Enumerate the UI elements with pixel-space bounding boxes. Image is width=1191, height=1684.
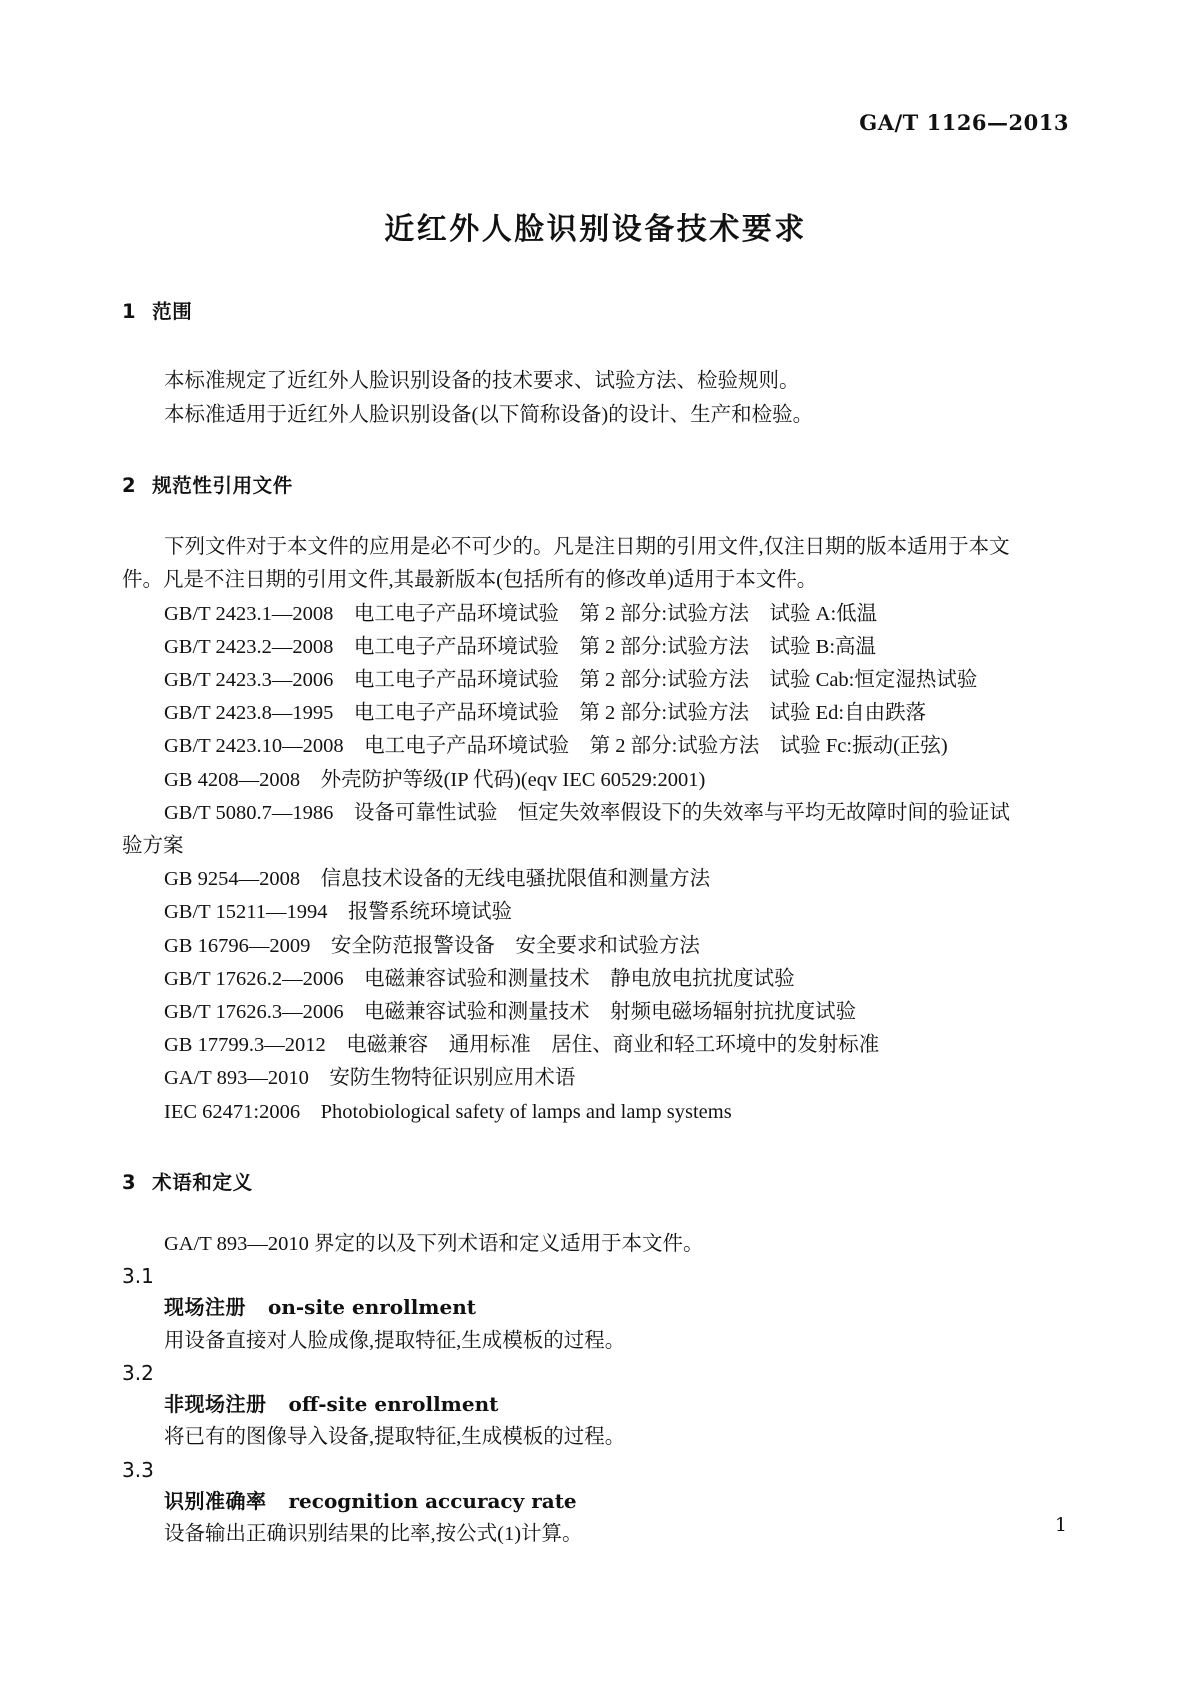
term-number: 3.1	[122, 1264, 154, 1289]
reference-item: GB/T 2423.8—1995 电工电子产品环境试验 第 2 部分:试验方法 试验 Ed:自由跌落	[164, 702, 927, 725]
spacer	[122, 323, 1070, 365]
terms-intro: GA/T 893—2010 界定的以及下列术语和定义适用于本文件。	[164, 1233, 704, 1256]
reference-item: GB/T 17626.2—2006 电磁兼容试验和测量技术 静电放电抗扰度试验	[164, 967, 795, 990]
term-definition: 将已有的图像导入设备,提取特征,生成模板的过程。	[164, 1426, 626, 1449]
term-name-en: off-site enrollment	[288, 1392, 499, 1417]
reference-item: GB/T 2423.2—2008 电工电子产品环境试验 第 2 部分:试验方法 试验 B:高温	[164, 635, 877, 658]
reference-item: GB 9254—2008 信息技术设备的无线电骚扰限值和测量方法	[164, 868, 711, 891]
clause-2-number: 2	[122, 473, 137, 497]
reference-item: GB/T 15211—1994 报警系统环境试验	[164, 901, 512, 924]
document-title: 近红外人脸识别设备技术要求	[384, 212, 807, 247]
spacer	[122, 1194, 1070, 1228]
normative-intro-line-1: 下列文件对于本文件的应用是必不可少的。凡是注日期的引用文件,仅注日期的版本适用于本文	[164, 536, 1010, 559]
clause-1-number: 1	[122, 300, 137, 323]
document-body	[122, 300, 1070, 1551]
reference-item: GB/T 2423.10—2008 电工电子产品环境试验 第 2 部分:试验方法 试验 Fc:振动(正弦)	[164, 735, 948, 758]
reference-item: GB/T 2423.3—2006 电工电子产品环境试验 第 2 部分:试验方法 试验 Cab:恒定湿热试验	[164, 669, 978, 691]
term-name-en: recognition accuracy rate	[288, 1488, 577, 1513]
reference-item: GB/T 2423.1—2008 电工电子产品环境试验 第 2 部分:试验方法 试验 A:低温	[164, 602, 878, 625]
clause-3-title: 术语和定义	[152, 1170, 253, 1194]
term-number: 3.2	[122, 1361, 154, 1386]
reference-item: GB 4208—2008 外壳防护等级(IP 代码)(eqv IEC 60529:2001)	[164, 768, 706, 791]
clause-1-title: 范围	[152, 300, 193, 323]
page-number: 1	[1054, 1514, 1067, 1536]
scope-paragraph-1: 本标准规定了近红外人脸识别设备的技术要求、试验方法、检验规则。	[164, 370, 800, 393]
scope-paragraph-2: 本标准适用于近红外人脸识别设备(以下简称设备)的设计、生产和检验。	[164, 403, 814, 426]
reference-item: IEC 62471:2006 Photobiological safety of lamps and lamp systems	[164, 1100, 732, 1123]
term-number: 3.3	[122, 1457, 154, 1482]
term-name-cn: 识别准确率	[164, 1488, 267, 1513]
reference-item: GB/T 17626.3—2006 电磁兼容试验和测量技术 射频电磁场辐射抗扰度试验	[164, 1001, 857, 1024]
reference-item: GB/T 5080.7—1986 设备可靠性试验 恒定失效率假设下的失效率与平均无故障时间的验证试	[164, 801, 1010, 824]
term-name-cn: 非现场注册	[164, 1392, 267, 1417]
term-definition: 设备输出正确识别结果的比率,按公式(1)计算。	[164, 1523, 583, 1546]
clause-heading-2	[122, 474, 1070, 497]
term-heading	[122, 1388, 1070, 1421]
spacer	[122, 497, 1070, 531]
clause-2-title: 规范性引用文件	[152, 473, 293, 497]
spacer	[122, 1129, 1070, 1171]
reference-item: GA/T 893—2010 安防生物特征识别应用术语	[164, 1067, 576, 1090]
spacer	[122, 432, 1070, 474]
clause-3-number: 3	[122, 1170, 137, 1194]
running-header-standard-number: GA/T 1126—2013	[859, 110, 1069, 135]
term-heading	[122, 1485, 1070, 1518]
reference-item: GB 16796—2009 安全防范报警设备 安全要求和试验方法	[164, 934, 700, 957]
term-name-cn: 现场注册	[164, 1295, 246, 1320]
term-name-en: on-site enrollment	[268, 1295, 476, 1320]
term-heading	[122, 1291, 1070, 1324]
clause-heading-1	[122, 300, 1070, 323]
term-definition: 用设备直接对人脸成像,提取特征,生成模板的过程。	[164, 1329, 626, 1352]
reference-item: GB 17799.3—2012 电磁兼容 通用标准 居住、商业和轻工环境中的发射标准	[164, 1034, 880, 1057]
normative-intro-line-2: 件。凡是不注日期的引用文件,其最新版本(包括所有的修改单)适用于本文件。	[122, 569, 818, 592]
clause-heading-3	[122, 1171, 1070, 1194]
reference-item-continuation: 验方案	[122, 835, 184, 858]
